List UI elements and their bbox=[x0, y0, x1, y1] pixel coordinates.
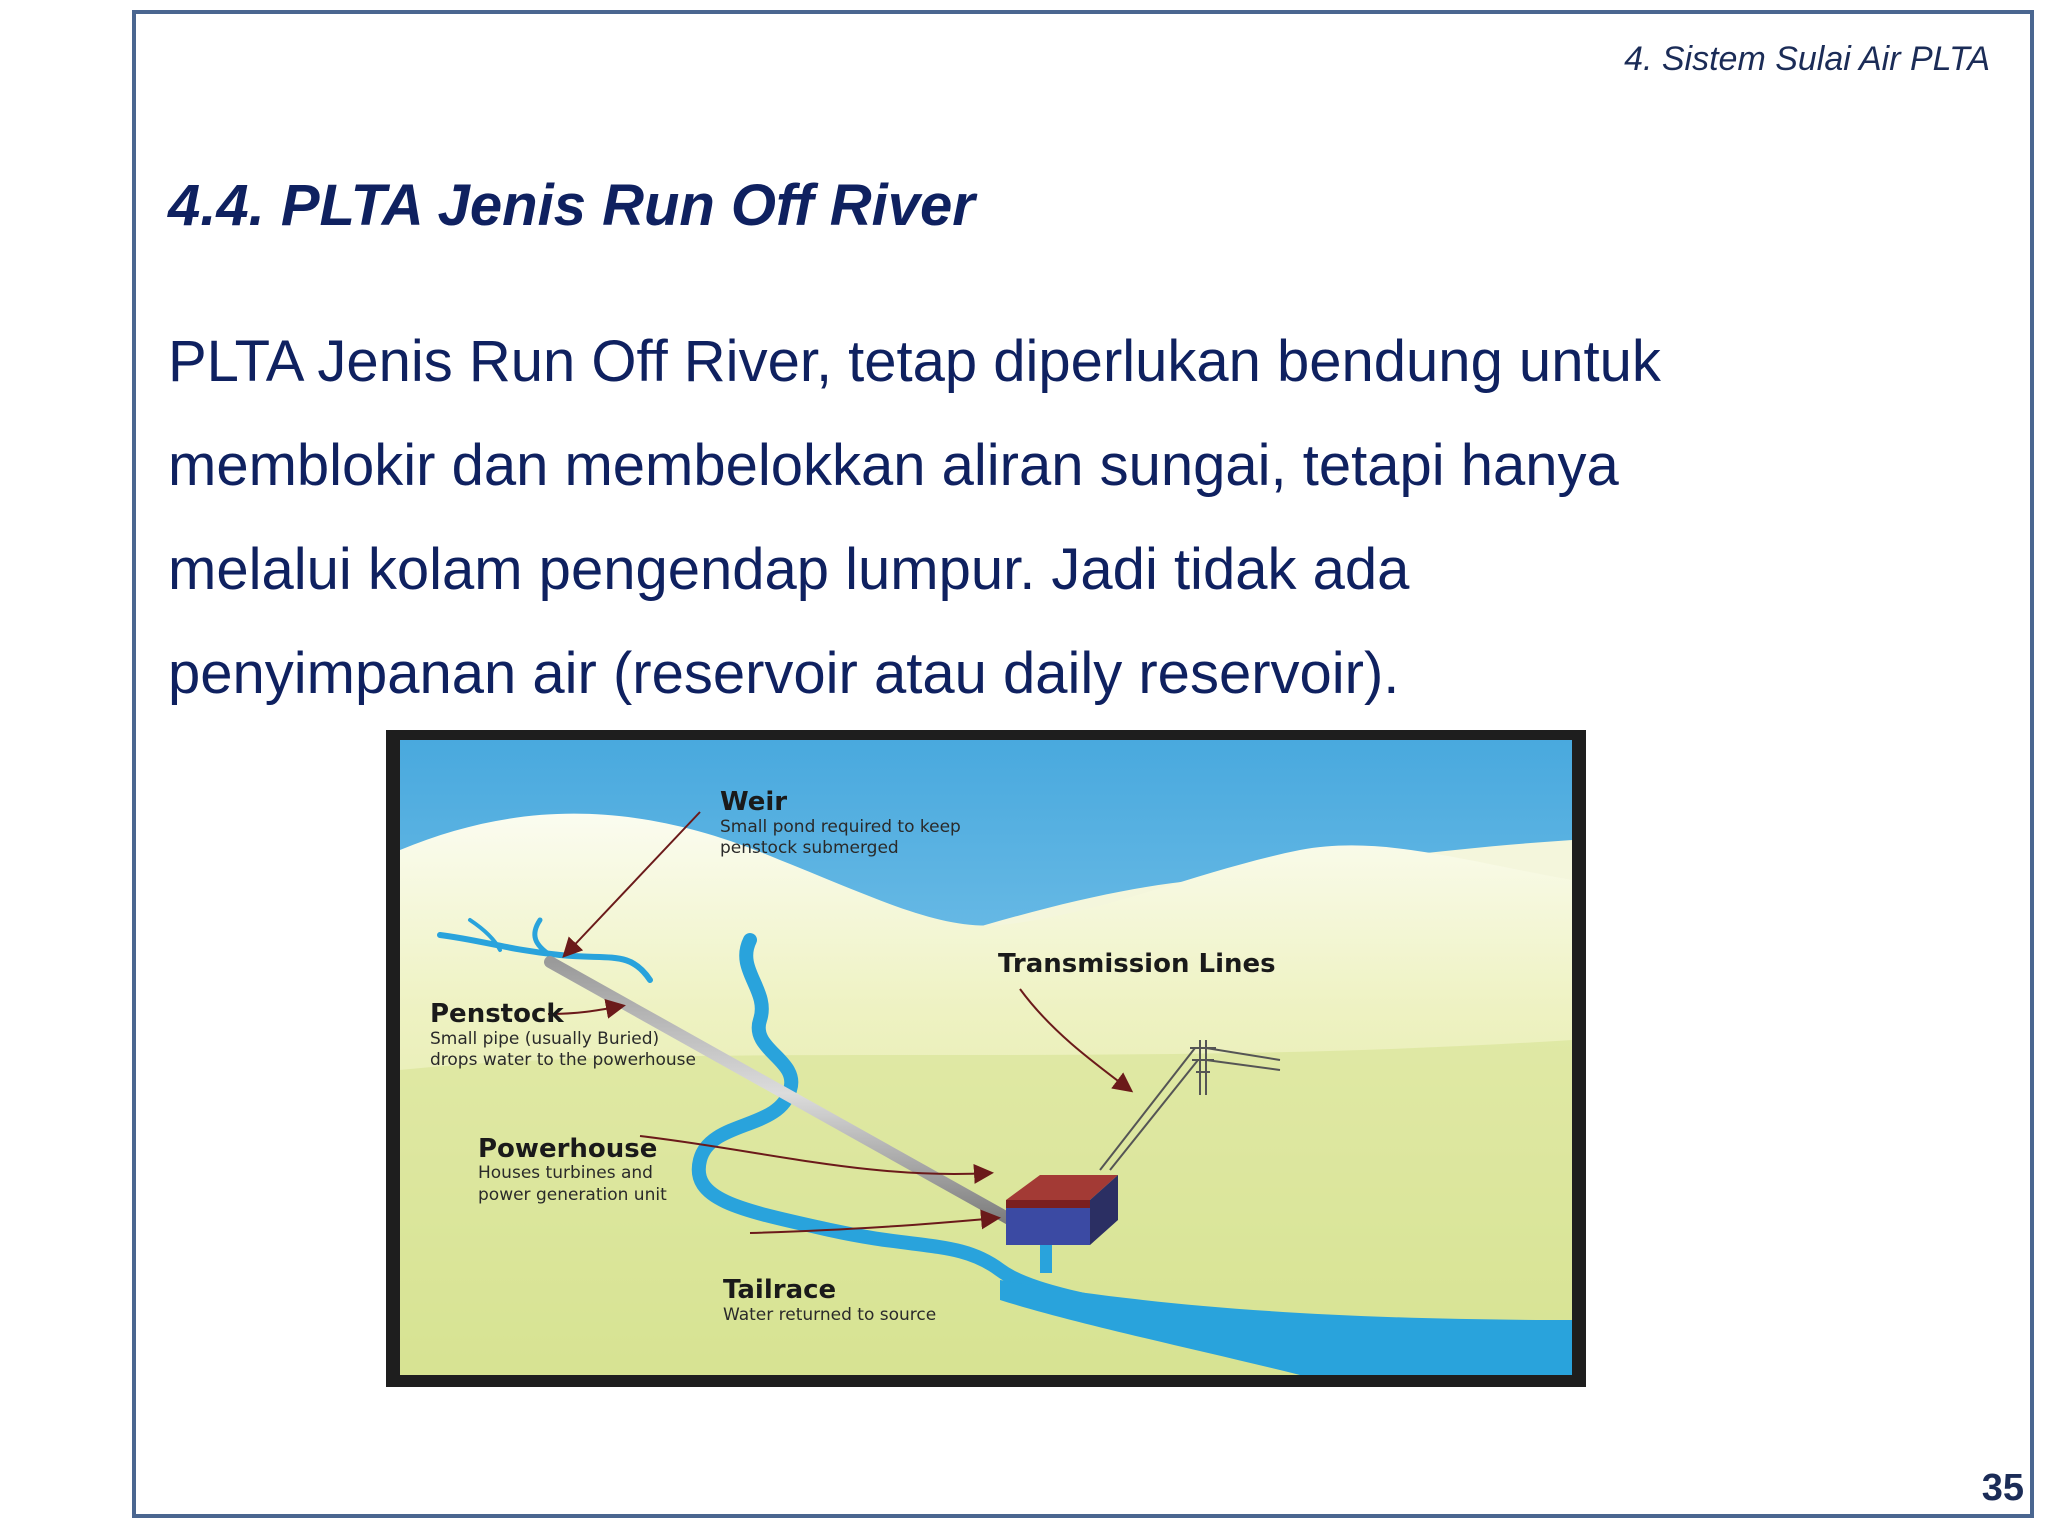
body-line: PLTA Jenis Run Off River, tetap diperlukan bendung untuk bbox=[168, 329, 1661, 394]
body-line: penyimpanan air (reservoir atau daily reservoir). bbox=[168, 641, 1400, 706]
header-title: 4. Sistem Sulai Air PLTA bbox=[1624, 40, 1990, 78]
penstock-desc: drops water to the powerhouse bbox=[430, 1050, 696, 1070]
body-line: memblokir dan membelokkan aliran sungai, tetapi hanya bbox=[168, 433, 1619, 498]
tailrace-desc: Water returned to source bbox=[723, 1305, 937, 1325]
tailrace-title: Tailrace bbox=[723, 1275, 837, 1305]
body-line: melalui kolam pengendap lumpur. Jadi tidak ada bbox=[168, 537, 1410, 602]
weir-desc: penstock submerged bbox=[720, 838, 899, 858]
penstock-desc: Small pipe (usually Buried) bbox=[430, 1029, 660, 1049]
transmission-title: Transmission Lines bbox=[998, 949, 1276, 979]
powerhouse-title: Powerhouse bbox=[478, 1134, 658, 1164]
powerhouse-desc: power generation unit bbox=[478, 1185, 667, 1205]
diagram-svg bbox=[400, 740, 1572, 1375]
section-heading: 4.4. PLTA Jenis Run Off River bbox=[168, 173, 975, 238]
weir-desc: Small pond required to keep bbox=[720, 817, 961, 837]
powerhouse-desc: Houses turbines and bbox=[478, 1163, 653, 1183]
weir-title: Weir bbox=[720, 787, 788, 817]
run-off-river-diagram bbox=[386, 730, 1586, 1387]
page-frame bbox=[132, 10, 2034, 1518]
body-paragraph bbox=[168, 310, 1888, 726]
penstock-title: Penstock bbox=[430, 999, 564, 1029]
page-number: 35 bbox=[1981, 1467, 2024, 1509]
